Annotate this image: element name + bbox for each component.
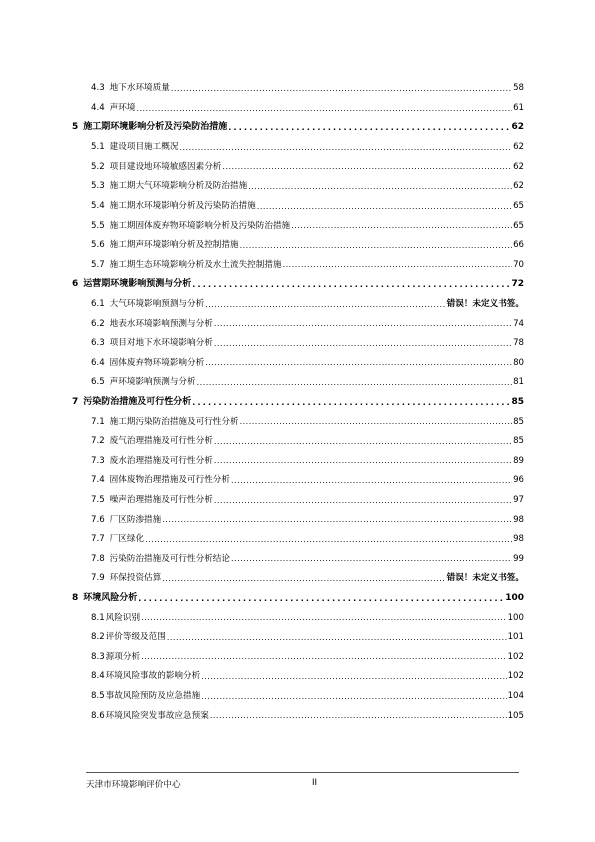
toc-dot-leader (214, 497, 512, 505)
toc-entry-title: 地下水环境质量 (109, 83, 170, 94)
toc-page-number: 62 (513, 161, 524, 172)
toc-entry-label (91, 535, 144, 544)
toc-entry-number: 5.6 (91, 240, 105, 251)
toc-page-number: 62 (511, 122, 524, 133)
toc-entry-label (91, 84, 170, 93)
toc-entry-label (91, 202, 256, 211)
toc-page-number: 100 (507, 612, 524, 623)
toc-entry-title: 施工期污染防治措施及可行性分析 (109, 416, 239, 427)
toc-page-number: 62 (513, 142, 524, 153)
toc-page-number: 74 (513, 318, 524, 329)
toc-entry-label (91, 261, 282, 270)
toc-chapter-entry[interactable] (72, 589, 524, 603)
toc-dot-leader (231, 555, 512, 563)
toc-dot-leader (240, 242, 512, 250)
toc-entry-label (91, 672, 200, 681)
toc-bookmark-error: 错误！未定义书签。 (446, 299, 524, 309)
toc-page-number: 98 (513, 514, 524, 525)
toc-entry-number: 5 (72, 122, 79, 133)
toc-entry-number: 6 (72, 279, 79, 289)
toc-section-entry[interactable] (91, 667, 524, 681)
toc-entry-number: 5.3 (91, 181, 105, 192)
toc-dot-leader (214, 438, 512, 446)
toc-entry-label (91, 574, 161, 583)
toc-entry-title: 固体废弃物环境影响分析 (109, 357, 205, 368)
toc-entry-title: 施工期固体废弃物环境影响分析及污染防治措施 (109, 220, 291, 231)
toc-dot-leader (283, 261, 513, 269)
toc-section-entry[interactable] (91, 373, 524, 387)
toc-section-entry[interactable] (91, 197, 524, 211)
toc-entry-label (91, 222, 290, 231)
toc-bookmark-error: 错误！未定义书签。 (446, 573, 524, 584)
toc-entry-title: 施工期环境影响分析及污染防治措施 (83, 122, 228, 133)
toc-section-entry[interactable] (91, 314, 524, 328)
toc-section-entry[interactable] (91, 510, 524, 524)
toc-dot-leader (248, 183, 512, 191)
toc-entry-title: 废水治理措施及可行性分析 (109, 455, 213, 466)
toc-chapter-entry[interactable] (72, 275, 524, 289)
toc-dot-leader (138, 595, 504, 603)
toc-entry-number: 6.1 (91, 299, 105, 309)
toc-dot-leader (179, 144, 512, 152)
toc-entry-number: 7.6 (91, 514, 105, 525)
toc-section-entry[interactable] (91, 471, 524, 485)
toc-section-entry[interactable] (91, 687, 524, 701)
toc-entry-title: 大气环境影响预测与分析 (109, 299, 205, 309)
toc-dot-leader (201, 673, 506, 681)
toc-entry-label (91, 418, 239, 427)
toc-page-number: 100 (505, 592, 524, 603)
toc-entry-label (91, 712, 209, 721)
toc-page-number: 66 (513, 240, 524, 251)
toc-page-number: 104 (507, 691, 524, 701)
toc-dot-leader (291, 222, 512, 230)
toc-page-number: 62 (513, 181, 524, 192)
toc-entry-title: 环保投资估算 (109, 573, 162, 584)
toc-entry-label (91, 516, 161, 525)
toc-entry-number: 5.1 (91, 142, 105, 153)
toc-entry-number: 4.3 (91, 83, 105, 94)
toc-page-number: 70 (513, 259, 524, 270)
toc-entry-number: 6.2 (91, 318, 105, 329)
toc-dot-leader (167, 634, 507, 642)
toc-entry-label (91, 476, 230, 485)
toc-entry-label (91, 614, 140, 623)
toc-entry-number: 5.7 (91, 259, 105, 270)
toc-entry-title: 施工期大气环境影响分析及防治措施 (109, 181, 248, 192)
toc-page-number: 58 (513, 83, 524, 94)
toc-entry-label (91, 241, 239, 250)
toc-entry-title: 环境风险分析 (83, 592, 138, 603)
toc-dot-leader (214, 320, 512, 328)
toc-entry-number: 8.2 (91, 632, 105, 643)
toc-section-entry[interactable] (91, 334, 524, 348)
toc-section-entry[interactable] (91, 99, 524, 113)
toc-page-number: 65 (513, 220, 524, 231)
toc-entry-label (91, 457, 213, 466)
toc-entry-number: 8.5 (91, 691, 105, 701)
toc-page-number: 105 (507, 710, 524, 721)
toc-entry-label (72, 594, 137, 603)
toc-entry-label (91, 300, 204, 309)
toc-dot-leader (162, 516, 512, 524)
toc-section-entry[interactable] (91, 451, 524, 465)
toc-entry-label (91, 633, 166, 642)
toc-entry-title: 地表水环境影响预测与分析 (109, 318, 213, 329)
toc-entry-number: 5.2 (91, 161, 105, 172)
toc-entry-label (91, 378, 196, 387)
toc-page-number: 102 (507, 671, 524, 682)
toc-dot-leader (136, 105, 512, 113)
toc-dot-leader (257, 203, 512, 211)
toc-entry-number: 8.6 (91, 710, 105, 721)
toc-dot-leader (162, 575, 445, 583)
toc-entry-label (91, 143, 178, 152)
toc-section-entry[interactable] (91, 236, 524, 250)
toc-page-number: 99 (513, 553, 524, 564)
toc-page-number: 61 (513, 103, 524, 113)
toc-entry-title: 项目建设地环境敏感因素分析 (109, 161, 222, 172)
toc-entry-label (72, 280, 191, 289)
toc-section-entry[interactable] (91, 530, 524, 544)
toc-dot-leader (192, 281, 510, 289)
toc-entry-title: 环境风险突发事故应急预案 (105, 710, 209, 721)
toc-entry-title: 项目对地下水环境影响分析 (109, 338, 213, 349)
toc-entry-label (91, 104, 135, 113)
toc-page-number: 85 (513, 416, 524, 427)
toc-dot-leader (201, 693, 506, 701)
toc-dot-leader (222, 163, 512, 171)
toc-section-entry[interactable] (91, 608, 524, 622)
toc-entry-title: 厂区防渗措施 (109, 514, 162, 525)
toc-dot-leader (210, 712, 507, 720)
toc-page-number: 80 (513, 357, 524, 368)
toc-dot-leader (197, 379, 512, 387)
toc-entry-number: 6.5 (91, 377, 105, 388)
toc-entry-title: 施工期水环境影响分析及污染防治措施 (109, 201, 256, 211)
toc-entry-label (91, 437, 213, 446)
toc-dot-leader (205, 301, 445, 309)
toc-page-number: 72 (511, 279, 524, 289)
toc-entry-number: 7.8 (91, 553, 105, 564)
toc-entry-number: 7.3 (91, 455, 105, 466)
toc-section-entry[interactable] (91, 706, 524, 720)
toc-dot-leader (231, 477, 512, 485)
toc-section-entry[interactable] (91, 432, 524, 446)
footer-page-number: II (312, 778, 318, 788)
toc-entry-number: 7.9 (91, 573, 105, 584)
toc-section-entry[interactable] (91, 647, 524, 661)
toc-entry-title: 污染防治措施及可行性分析 (83, 396, 192, 407)
footer-divider (86, 772, 519, 773)
toc-chapter-entry[interactable] (72, 118, 524, 132)
toc-page-number: 65 (513, 201, 524, 211)
toc-dot-leader (240, 418, 512, 426)
toc-section-entry[interactable] (91, 353, 524, 367)
toc-page-number: 98 (513, 534, 524, 545)
toc-entry-label (91, 320, 213, 329)
toc-entry-number: 7.5 (91, 495, 105, 505)
toc-entry-title: 源项分析 (105, 651, 141, 662)
toc-entry-label (91, 496, 213, 505)
toc-entry-title: 厂区绿化 (109, 534, 145, 545)
toc-entry-label (91, 163, 221, 172)
toc-dot-leader (145, 536, 512, 544)
toc-entry-label (91, 653, 140, 662)
toc-entry-label (91, 555, 230, 564)
toc-entry-number: 7.7 (91, 534, 105, 545)
toc-entry-number: 6.4 (91, 357, 105, 368)
toc-entry-label (91, 339, 213, 348)
toc-entry-title: 评价等级及范围 (105, 632, 166, 643)
toc-entry-label (91, 182, 247, 191)
toc-entry-title: 声环境 (109, 103, 136, 113)
toc-dot-leader (141, 614, 507, 622)
toc-entry-title: 声环境影响预测与分析 (109, 377, 196, 388)
toc-entry-title: 施工期声环境影响分析及控制措施 (109, 240, 239, 251)
toc-section-entry[interactable] (91, 138, 524, 152)
toc-entry-title: 废气治理措施及可行性分析 (109, 436, 213, 447)
toc-dot-leader (192, 399, 510, 407)
toc-page-number: 85 (511, 396, 524, 407)
toc-entry-label (91, 692, 200, 701)
toc-entry-number: 8.4 (91, 671, 105, 682)
toc-entry-number: 7.1 (91, 416, 105, 427)
toc-entry-number: 5.5 (91, 220, 105, 231)
toc-page-number: 89 (513, 455, 524, 466)
toc-entry-number: 8.1 (91, 612, 105, 623)
toc-entry-title: 运营期环境影响预测与分析 (83, 279, 192, 289)
toc-entry-number: 7 (72, 396, 79, 407)
toc-entry-number: 8.3 (91, 651, 105, 662)
toc-chapter-entry[interactable] (72, 393, 524, 407)
toc-entry-label (72, 123, 227, 132)
toc-page-number: 102 (507, 651, 524, 662)
toc-dot-leader (214, 340, 512, 348)
toc-dot-leader (171, 85, 512, 93)
toc-entry-number: 4.4 (91, 103, 105, 113)
toc-entry-label (91, 359, 204, 368)
toc-section-entry[interactable] (91, 216, 524, 230)
toc-entry-number: 5.4 (91, 201, 105, 211)
toc-dot-leader (228, 124, 510, 132)
toc-page-number: 78 (513, 338, 524, 349)
toc-entry-number: 6.3 (91, 338, 105, 349)
toc-entry-number: 8 (72, 592, 79, 603)
toc-section-entry[interactable] (91, 295, 524, 309)
toc-entry-title: 污染防治措施及可行性分析结论 (109, 553, 230, 564)
toc-entry-title: 事故风险预防及应急措施 (105, 691, 201, 701)
footer-organization: 天津市环境影响评价中心 (86, 780, 181, 790)
toc-section-entry[interactable] (91, 549, 524, 563)
toc-section-entry[interactable] (91, 412, 524, 426)
toc-dot-leader (205, 359, 512, 367)
toc-section-entry[interactable] (91, 491, 524, 505)
toc-entry-title: 噪声治理措施及可行性分析 (109, 495, 213, 505)
toc-entry-number: 7.4 (91, 475, 105, 486)
toc-entry-title: 风险识别 (105, 612, 141, 623)
toc-page-number: 97 (513, 495, 524, 505)
toc-entry-title: 环境风险事故的影响分析 (105, 671, 201, 682)
toc-page-number: 85 (513, 436, 524, 447)
toc-section-entry[interactable] (91, 177, 524, 191)
toc-entry-title: 施工期生态环境影响分析及水土流失控制措施 (109, 259, 282, 270)
toc-page-number: 81 (513, 377, 524, 388)
toc-section-entry[interactable] (91, 628, 524, 642)
toc-section-entry[interactable] (91, 569, 524, 583)
toc-dot-leader (214, 457, 512, 465)
toc-page-number: 96 (513, 475, 524, 486)
toc-entry-title: 固体废物治理措施及可行性分析 (109, 475, 230, 486)
toc-entry-label (72, 398, 191, 407)
toc-dot-leader (141, 653, 507, 661)
toc-entry-number: 7.2 (91, 436, 105, 447)
toc-section-entry[interactable] (91, 255, 524, 269)
toc-section-entry[interactable] (91, 157, 524, 171)
toc-entry-title: 建设项目施工概况 (109, 142, 179, 153)
toc-section-entry[interactable] (91, 79, 524, 93)
toc-page-number: 101 (507, 632, 524, 643)
